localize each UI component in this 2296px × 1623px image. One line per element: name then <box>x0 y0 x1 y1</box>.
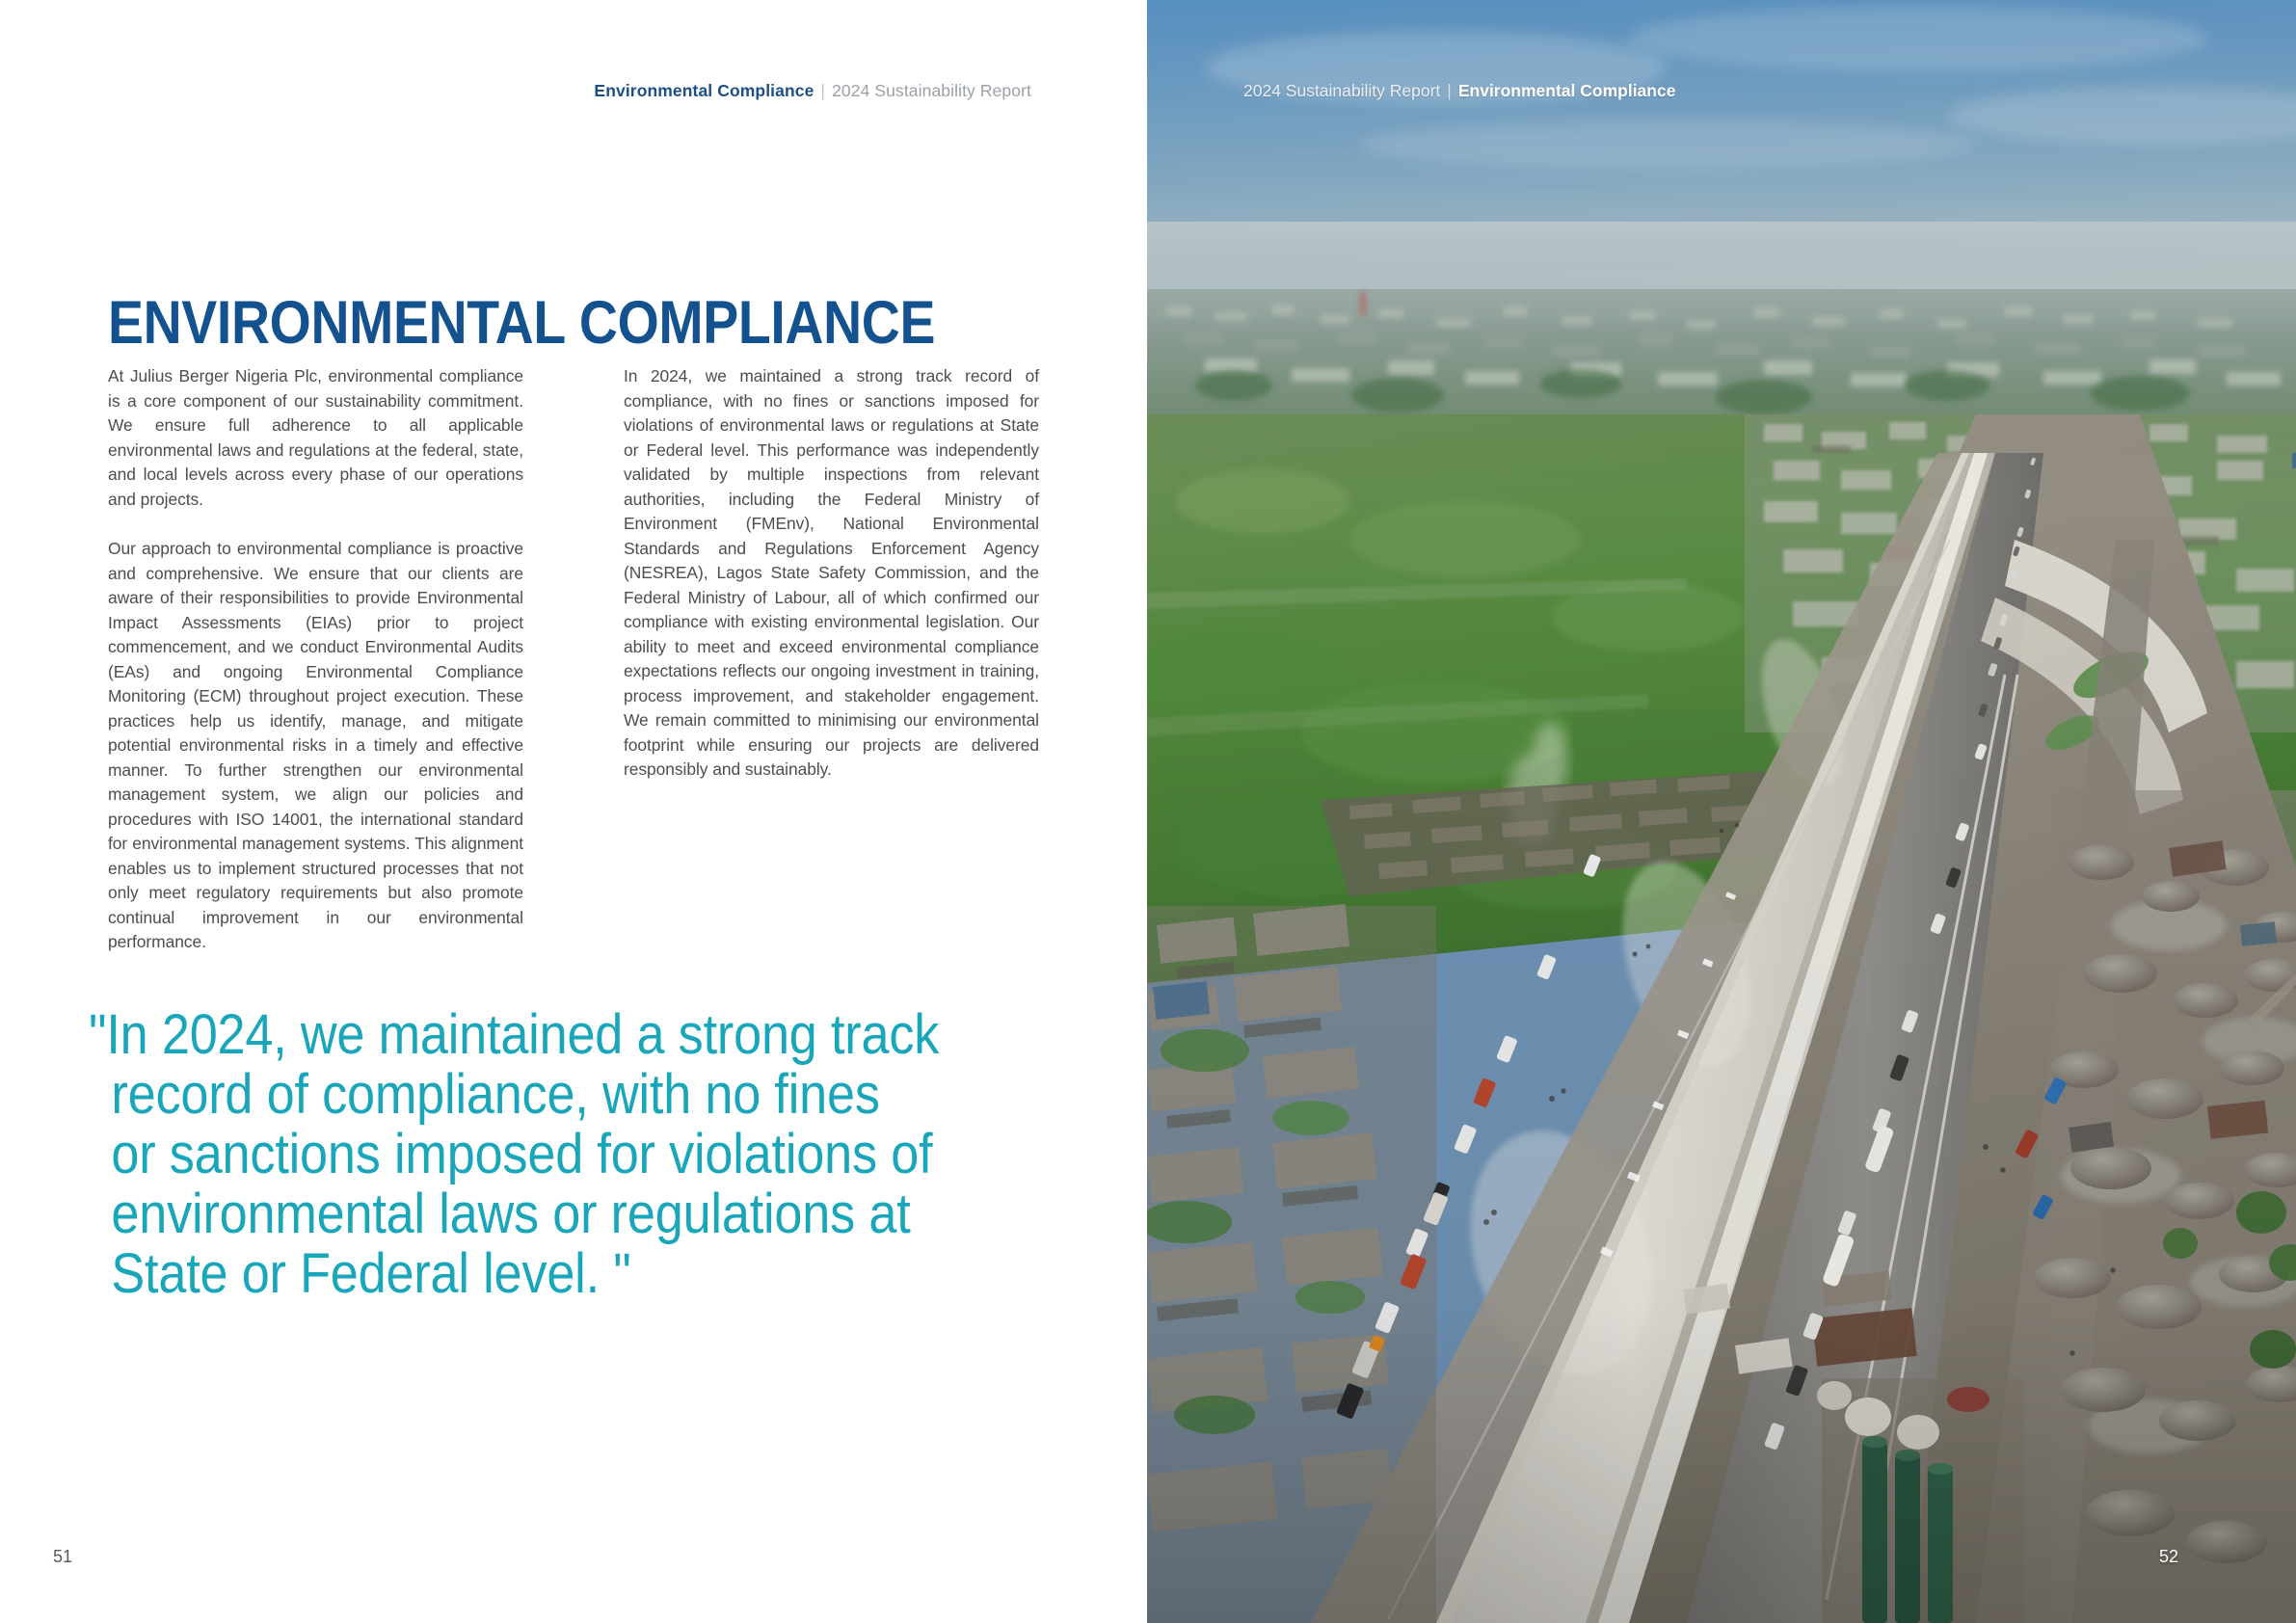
running-head-report: 2024 Sustainability Report <box>1243 81 1441 100</box>
body-paragraph: Our approach to environmental compliance is proactive and comprehensive. We ensure that our clients are aware of their responsibilities to provide Environmental Impact Assessments (EIAs) prior to project commencement, and we conduct Environmental Audits (EAs) and ongoing Environmental Compliance Monitoring (ECM) throughout project execution. These practices help us identify, manage, and mitigate potential environmental risks in a timely and effective manner. To further strengthen our environmental management system, we align our policies and procedures with ISO 14001, the international standard for environmental management systems. This alignment enables us to implement structured processes that not only meet regulatory requirements but also promote continual improvement in our environmental performance. <box>108 539 523 951</box>
page-title: ENVIRONMENTAL COMPLIANCE <box>108 289 936 358</box>
pull-quote-line: or sanctions imposed for violations of <box>111 1123 933 1185</box>
right-page <box>1147 0 2296 1623</box>
running-head-right <box>1243 81 1675 101</box>
aerial-highway-photo <box>1147 0 2296 1623</box>
pull-quote-line: State or Federal level. " <box>111 1242 631 1305</box>
body-columns <box>108 364 1039 955</box>
running-head-section: Environmental Compliance <box>594 81 814 100</box>
page-number-right: 52 <box>2159 1547 2179 1566</box>
running-head-separator: | <box>1447 81 1452 100</box>
running-head-report: 2024 Sustainability Report <box>832 81 1031 100</box>
body-column-1 <box>108 364 523 955</box>
pull-quote-line: "In 2024, we maintained a strong track <box>89 1003 940 1066</box>
running-head-left <box>594 81 1031 101</box>
running-head-separator: | <box>820 81 826 100</box>
body-paragraph: At Julius Berger Nigeria Plc, environmental compliance is a core component of our sustainability commitment. We ensure full adherence to all applicable environmental laws and regulations at the federal, state, and local levels across every phase of our operations and projects. <box>108 366 523 509</box>
running-head-section: Environmental Compliance <box>1457 81 1676 100</box>
left-page <box>0 0 1147 1623</box>
page-number-left: 51 <box>53 1547 73 1566</box>
pull-quote-line: environmental laws or regulations at <box>111 1183 911 1245</box>
body-column-2 <box>624 364 1039 955</box>
pull-quote-line: record of compliance, with no fines <box>111 1063 880 1126</box>
body-paragraph: In 2024, we maintained a strong track record of compliance, with no fines or sanctions imposed for violations of environmental laws or regulations at State or Federal level. This performance was independently validated by multiple inspections from relevant authorities, including the Federal Ministry of Environment (FMEnv), National Environmental Standards and Regulations Enforcement Agency (NESREA), Lagos State Safety Commission, and the Federal Ministry of Labour, all of which confirmed our compliance with existing environmental legislation. Our ability to meet and exceed environmental compliance expectations reflects our ongoing investment in training, process improvement, and stakeholder engagement. We remain committed to minimising our environmental footprint while ensuring our projects are delivered responsibly and sustainably. <box>624 366 1039 779</box>
pull-quote <box>89 1005 965 1304</box>
